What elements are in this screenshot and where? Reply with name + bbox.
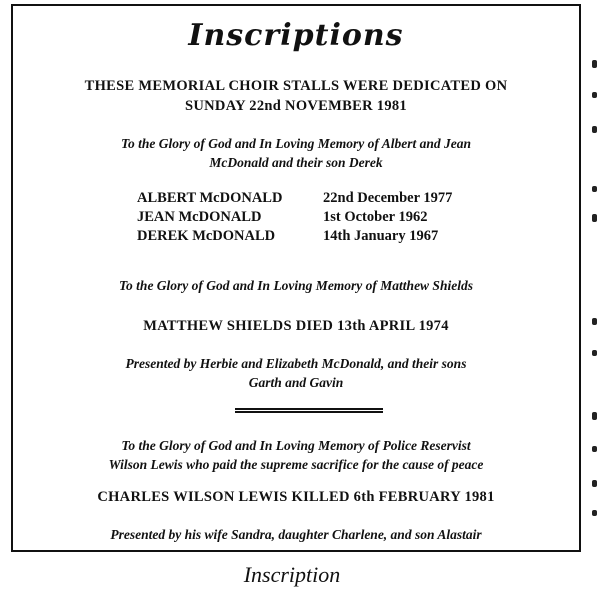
dedication-line-2: SUNDAY 22nd NOVEMBER 1981 (185, 98, 407, 114)
double-rule-divider (235, 408, 383, 413)
person-date: 14th January 1967 (323, 228, 439, 244)
name-row (137, 208, 452, 227)
person-date: 22nd December 1977 (323, 190, 453, 206)
memorial-2-presented-line-1: Presented by Herbie and Elizabeth McDonald, and their sons (125, 356, 467, 371)
inscription-panel (11, 4, 581, 552)
name-row (137, 227, 452, 246)
memorial-2-presented-line-2: Garth and Gavin (248, 375, 344, 390)
memorial-3-text-line-2: Wilson Lewis who paid the supreme sacrifice for the cause of peace (108, 457, 484, 472)
name-row (137, 189, 452, 208)
memorial-1-names (137, 189, 452, 246)
person-name: DEREK McDONALD (137, 228, 276, 244)
figure-caption: Inscription (243, 562, 341, 587)
dedication-line-1: THESE MEMORIAL CHOIR STALLS WERE DEDICATED ON (84, 78, 508, 94)
memorial-1-text-line-2: McDonald and their son Derek (209, 155, 383, 170)
memorial-2-text: To the Glory of God and In Loving Memory of Matthew Shields (119, 278, 473, 293)
person-name: ALBERT McDONALD (137, 190, 283, 206)
memorial-1-text-line-1: To the Glory of God and In Loving Memory of Albert and Jean (120, 136, 471, 151)
page-title: Inscriptions (188, 18, 404, 53)
memorial-3-presented: Presented by his wife Sandra, daughter Charlene, and son Alastair (110, 527, 482, 542)
person-name: JEAN McDONALD (137, 209, 262, 225)
memorial-3-heading: CHARLES WILSON LEWIS KILLED 6th FEBRUARY 1981 (97, 489, 495, 505)
person-date: 1st October 1962 (323, 209, 428, 225)
memorial-3-text-line-1: To the Glory of God and In Loving Memory of Police Reservist (121, 438, 471, 453)
memorial-2-heading: MATTHEW SHIELDS DIED 13th APRIL 1974 (143, 318, 449, 334)
adjacent-page-edge (592, 0, 598, 599)
